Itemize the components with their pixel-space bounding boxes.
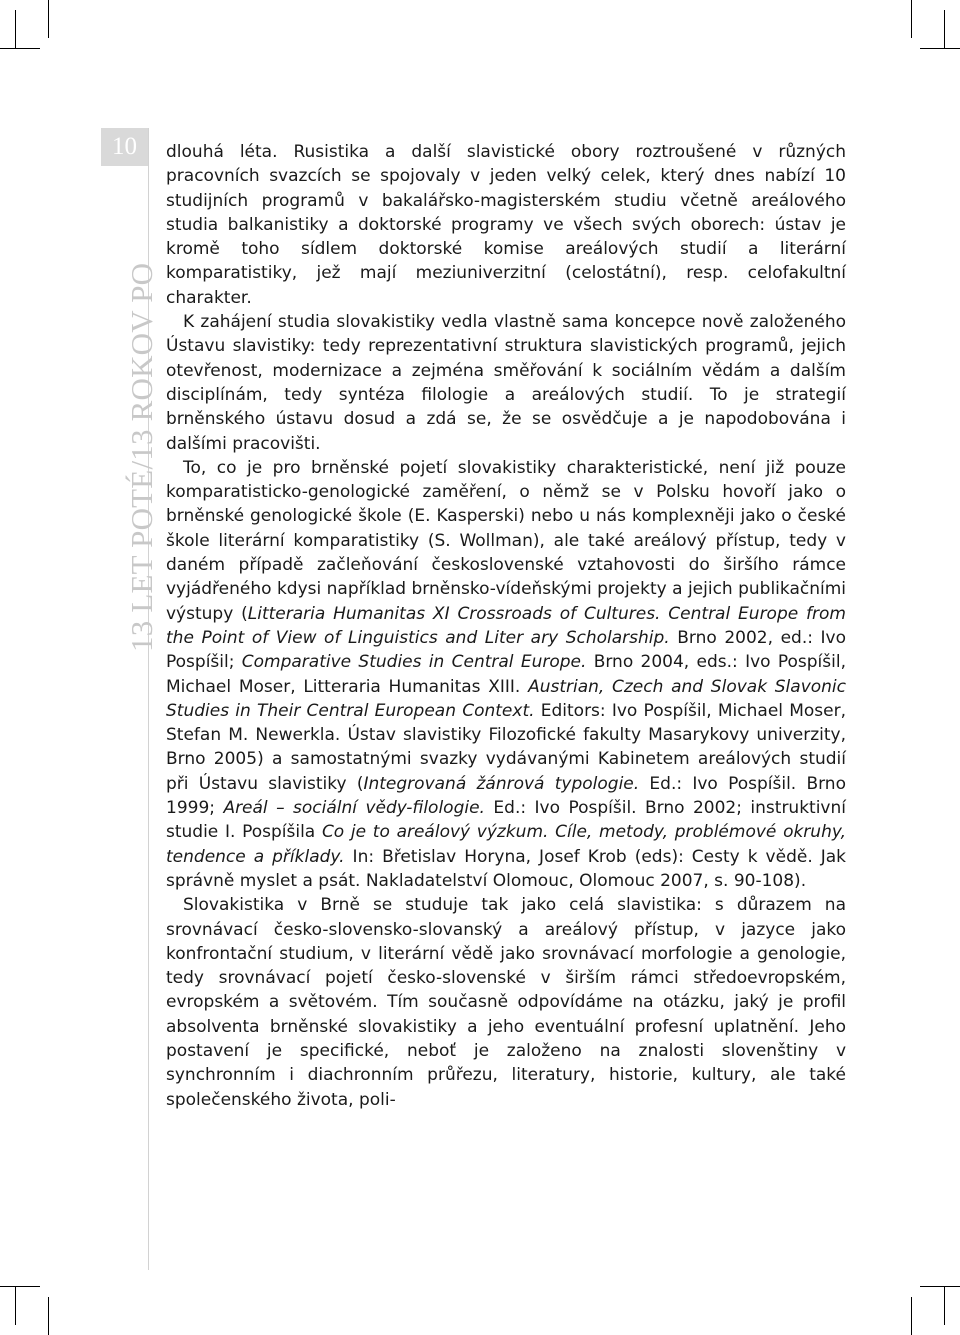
crop-mark bbox=[15, 1287, 16, 1325]
book-title: Austrian, Czech and Slovak Slavonic Studies in Their Central European Context. bbox=[166, 676, 846, 721]
book-title: Comparative Studies in Central Europe. bbox=[241, 652, 587, 673]
page-number: 10 bbox=[101, 128, 148, 166]
book-title: Co je to areálový výzkum. Cíle, metody, problémové okruhy, tendence a příklady. bbox=[166, 822, 846, 867]
crop-mark bbox=[944, 1287, 945, 1325]
crop-mark bbox=[911, 0, 912, 38]
book-title: Integrovaná žánrová typologie. bbox=[363, 773, 640, 794]
crop-mark bbox=[48, 1297, 49, 1335]
crop-mark bbox=[944, 10, 945, 48]
paragraph: dlouhá léta. Rusistika a další slavistické obory roztroušené v různých pracovních svazcích se spojovaly v jeden velký celek, který dnes nabízí 10 studijních programů v bakalářsko-magisterském studiu včetně areálového studia balkanistiky a doktorské programy ve všech svých oborech: ústav je kromě toho sídlem doktorské komise areálových studií a literární komparatistiky, jež mají meziuniverzitní (celostátní), resp. celofakultní charakter. bbox=[166, 142, 846, 308]
crop-mark bbox=[15, 10, 16, 48]
body-text bbox=[166, 140, 846, 1112]
book-title: Areál – sociální vědy-filologie. bbox=[223, 798, 485, 819]
crop-mark bbox=[0, 1286, 40, 1287]
running-head: 13 LET POTÉ/13 ROKOV PO bbox=[124, 262, 159, 652]
crop-mark bbox=[920, 1286, 960, 1287]
book-title: Litteraria Humanitas XI Crossroads of Cultures. Central Europe from the Point of View of Linguistics and Liter ary Scholarship. bbox=[166, 603, 846, 648]
crop-mark bbox=[48, 0, 49, 38]
paragraph: K zahájení studia slovakistiky vedla vlastně sama koncepce nově založeného Ústavu slavistiky: tedy reprezentativní struktura slavistických programů, jejich otevřenost, modernizace a zejména směřování k sociálním vědám a dalším disciplínám, tedy syntéza filologie a areálových studií. To je strategií brněnského ústavu dosud a zdá se, že se osvědčuje a je napodobována i dalšími pracovišti. bbox=[166, 312, 846, 454]
crop-mark bbox=[920, 48, 960, 49]
crop-mark bbox=[0, 48, 40, 49]
paragraph: To, co je pro brněnské pojetí slovakistiky charakteristické, není již pouze komparatisticko-genologické zaměření, o němž se v Polsku hovoří jako o brněnské genologické škole (E. Kasperski) nebo u nás komplexněji jako o české škole literární komparatistiky (S. Wollman), ale také areálový přístup, tedy v daném případě začleňování československé vztahovosti do širšího rámce vyjádřeného kdysi například brněnsko-vídeňskými projekty a jejich publikačními výstupy (Litteraria Humanitas XI Crossroads of Cultures. Central Europe from the Point of View of Linguistics and Liter ary Scholarship. Brno 2002, ed.: Ivo Pospíšil; Comparative Studies in Central Europe. Brno 2004, eds.: Ivo Pospíšil, Michael Moser, Litteraria Humanitas XIII. Austrian, Czech and Slovak Slavonic Studies in Their Central European Context. Editors: Ivo Pospíšil, Michael Moser, Stefan M. Newerkla. Ústav slavistiky Filozofické fakulty Masarykovy univerzity, Brno 2005) a samostatnými svazky vydávanými Kabinetem areálových studií při Ústavu slavistiky (Integrovaná žánrová typologie. Ed.: Ivo Pospíšil. Brno 1999; Areál – sociální vědy-filologie. Ed.: Ivo Pospíšil. Brno 2002; instruktivní studie I. Pospíšila Co je to areálový výzkum. Cíle, metody, problémové okruhy, tendence a příklady. In: Břetislav Horyna, Josef Krob (eds): Cesty k vědě. Jak správně myslet a psát. Nakladatelství Olomouc, Olomouc 2007, s. 90-108). bbox=[166, 457, 846, 891]
crop-mark bbox=[911, 1297, 912, 1335]
paragraph: Slovakistika v Brně se studuje tak jako celá slavistika: s důrazem na srovnávací česko-slovensko-slovanský a areálový přístup, v jazyce jako konfrontační studium, v literární vědě jako srovnávací morfologie a genologie, tedy srovnávací pojetí česko-slovenské v širším rámci středoevropském, evropském a světovém. Tím současně odpovídáme na otázku, jaký je profil absolventa brněnské slovakistiky a jeho eventuální profesní uplatnění. Jeho postavení je specifické, neboť je založeno na znalosti slovenštiny v synchronním i diachronním průřezu, literatury, historie, kultury, ale také společenského života, poli- bbox=[166, 895, 846, 1110]
